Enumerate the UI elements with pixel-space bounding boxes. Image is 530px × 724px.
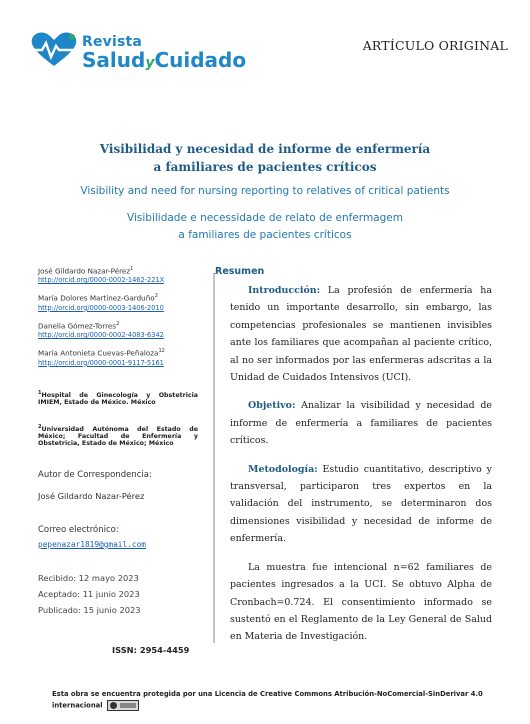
logo-word-salud: Salud (82, 48, 146, 72)
orcid-link[interactable]: http://orcid.org/0000-0003-1406-2010 (38, 303, 164, 312)
author-entry (38, 348, 198, 366)
email-link[interactable]: pepenazar1819@gmail.com (38, 540, 146, 549)
logo-word-cuidado: Cuidado (154, 48, 247, 72)
received-date: Recibido: 12 mayo 2023 (38, 573, 139, 583)
orcid-link[interactable]: http://orcid.org/0000-0002-1462-221X (38, 276, 165, 285)
email-label: Correo electrónico: (38, 525, 119, 535)
author-list (38, 266, 198, 376)
author-name: María Antonieta Cuevas-Peñaloza$^{12}$ (38, 348, 165, 358)
author-entry (38, 321, 198, 339)
license-notice (52, 689, 497, 712)
abstract-objective: Objetivo: Analizar la visibilidad y necesidad de informe de enfermería a familiares de pacientes críticos. (230, 400, 492, 447)
title-spanish-line2: a familiares de pacientes críticos (153, 160, 377, 174)
author-name: José Gildardo Nazar-Pérez$^1$ (38, 266, 134, 276)
license-text: Esta obra se encuentra protegida por una Licencia de Creative Commons Atribución-NoComercial-SinDerivar 4.0 internacional (52, 690, 483, 710)
abstract-methodology: Metodología: Estudio cuantitativo, descriptivo y transversal, participaron tres expertos en la validación del instrumento, se determinaron dos dimensiones visibilidad y necesidad de informe de enfermería. (230, 463, 492, 545)
logo-word-revista: Revista (82, 34, 143, 50)
article-type-label: ARTÍCULO ORIGINAL (362, 38, 508, 53)
title-portuguese-line1: Visibilidade e necessidade de relato de enfermagem (127, 212, 403, 224)
title-english: Visibility and need for nursing reporting to relatives of critical patients (80, 185, 450, 197)
published-date: Publicado: 15 junio 2023 (38, 605, 141, 615)
author-entry (38, 293, 198, 311)
issn: ISSN: 2954-4459 (112, 645, 190, 655)
author-entry (38, 266, 198, 284)
heart-pulse-icon (28, 30, 80, 68)
abstract-body (230, 282, 492, 657)
abstract-introduction: Introducción: La profesión de enfermería ha tenido un importante desarrollo, sin embargo, las competencias profesionales se mantienen invisibles ante los familiares que acompañan al paciente crítico, al no ser informados por las enfermeras adscritas a la Unidad de Cuidados Intensivos (UCI). (230, 285, 492, 384)
orcid-link[interactable]: http://orcid.org/0000-0002-4083-6342 (38, 331, 164, 340)
title-portuguese-line2: a familiares de pacientes críticos (178, 229, 352, 241)
creative-commons-badge-icon[interactable] (107, 700, 139, 711)
title-spanish-line1: Visibilidad y necesidad de informe de enfermería (99, 142, 431, 156)
accepted-date: Aceptado: 11 junio 2023 (38, 589, 140, 599)
logo-word-salud-cuidado (82, 48, 246, 72)
journal-logo (28, 18, 258, 78)
affiliation-1: $^1$Hospital de Ginecología y Obstetricia IMIEM, Estado de México. México (38, 390, 198, 407)
correspondence-label: Autor de Correspondencia: (38, 470, 152, 480)
author-name: María Dolores Martínez-Garduño$^2$ (38, 293, 158, 303)
title-portuguese (40, 210, 490, 244)
correspondence-name: José Gildardo Nazar-Pérez (38, 491, 145, 501)
logo-word-y: y (145, 55, 155, 71)
abstract-sample: La muestra fue intencional n=62 familiares de pacientes ingresados a la UCI. Se obtuvo Alpha de Cronbach=0.724. El consentimiento informado se sustentó en el Reglamento de la Ley General de Salud en Materia de Investigación. (230, 561, 492, 643)
orcid-link[interactable]: http://orcid.org/0000-0001-9117-5161 (38, 358, 164, 367)
author-name: Danelia Gómez-Torres$^2$ (38, 320, 120, 331)
abstract-corner-rule (213, 273, 218, 643)
title-spanish (40, 140, 490, 176)
affiliation-2: $^2$Universidad Autónoma del Estado de México; Facultad de Enfermería y Obstetricia, Estado de México; México (38, 424, 198, 448)
abstract-heading: Resumen (215, 266, 265, 277)
